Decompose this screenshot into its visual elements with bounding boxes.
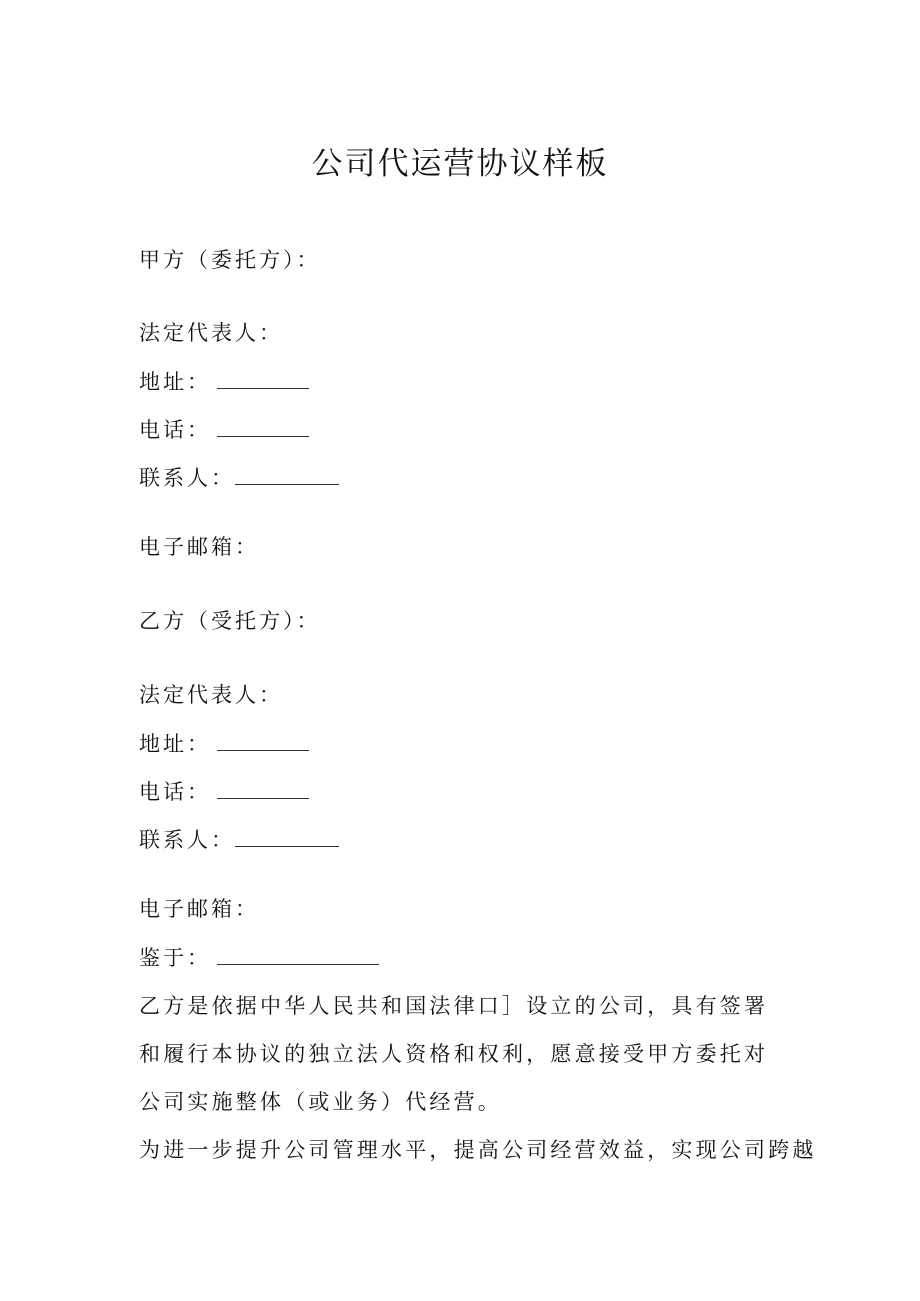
party-b-email-label: 电子邮箱：: [139, 897, 259, 921]
paragraph-2: 为进一步提升公司管理水平，提高公司经营效益，实现公司跨越: [139, 1138, 817, 1162]
party-b-contact-row: [139, 825, 339, 855]
party-a-address-blank: [217, 368, 309, 389]
party-b-phone-blank: [217, 778, 309, 799]
party-b-address-row: [139, 729, 309, 759]
party-a-address-row: [139, 367, 309, 397]
party-a-phone-label: 电话：: [139, 418, 211, 442]
party-b-legal-rep-label: 法定代表人：: [139, 683, 283, 707]
party-b-phone-row: [139, 777, 309, 807]
party-a-contact-label: 联系人：: [139, 466, 235, 490]
party-b-contact-blank: [235, 826, 339, 847]
party-b-heading: 乙方（受托方）：: [139, 609, 321, 633]
party-a-email-label: 电子邮箱：: [139, 535, 259, 559]
whereas-blank: [217, 944, 379, 965]
party-a-legal-rep-label: 法定代表人：: [139, 321, 283, 345]
whereas-row: [139, 943, 379, 973]
party-b-phone-label: 电话：: [139, 780, 211, 804]
party-a-contact-blank: [235, 464, 339, 485]
party-a-phone-blank: [217, 416, 309, 437]
paragraph-1: 乙方是依据中华人民共和国法律口］设立的公司，具有签署和履行本协议的独立法人资格和权利，愿意接受甲方委托对公司实施整体（或业务）代经营。: [139, 994, 769, 1114]
party-a-address-label: 地址：: [139, 370, 211, 394]
party-b-address-blank: [217, 730, 309, 751]
party-b-address-label: 地址：: [139, 732, 211, 756]
whereas-label: 鉴于：: [139, 946, 211, 970]
party-b-contact-label: 联系人：: [139, 828, 235, 852]
party-a-heading: 甲方（委托方）：: [139, 248, 321, 272]
party-a-phone-row: [139, 415, 309, 445]
party-a-contact-row: [139, 463, 339, 493]
document-title: 公司代运营协议样板: [311, 146, 609, 182]
